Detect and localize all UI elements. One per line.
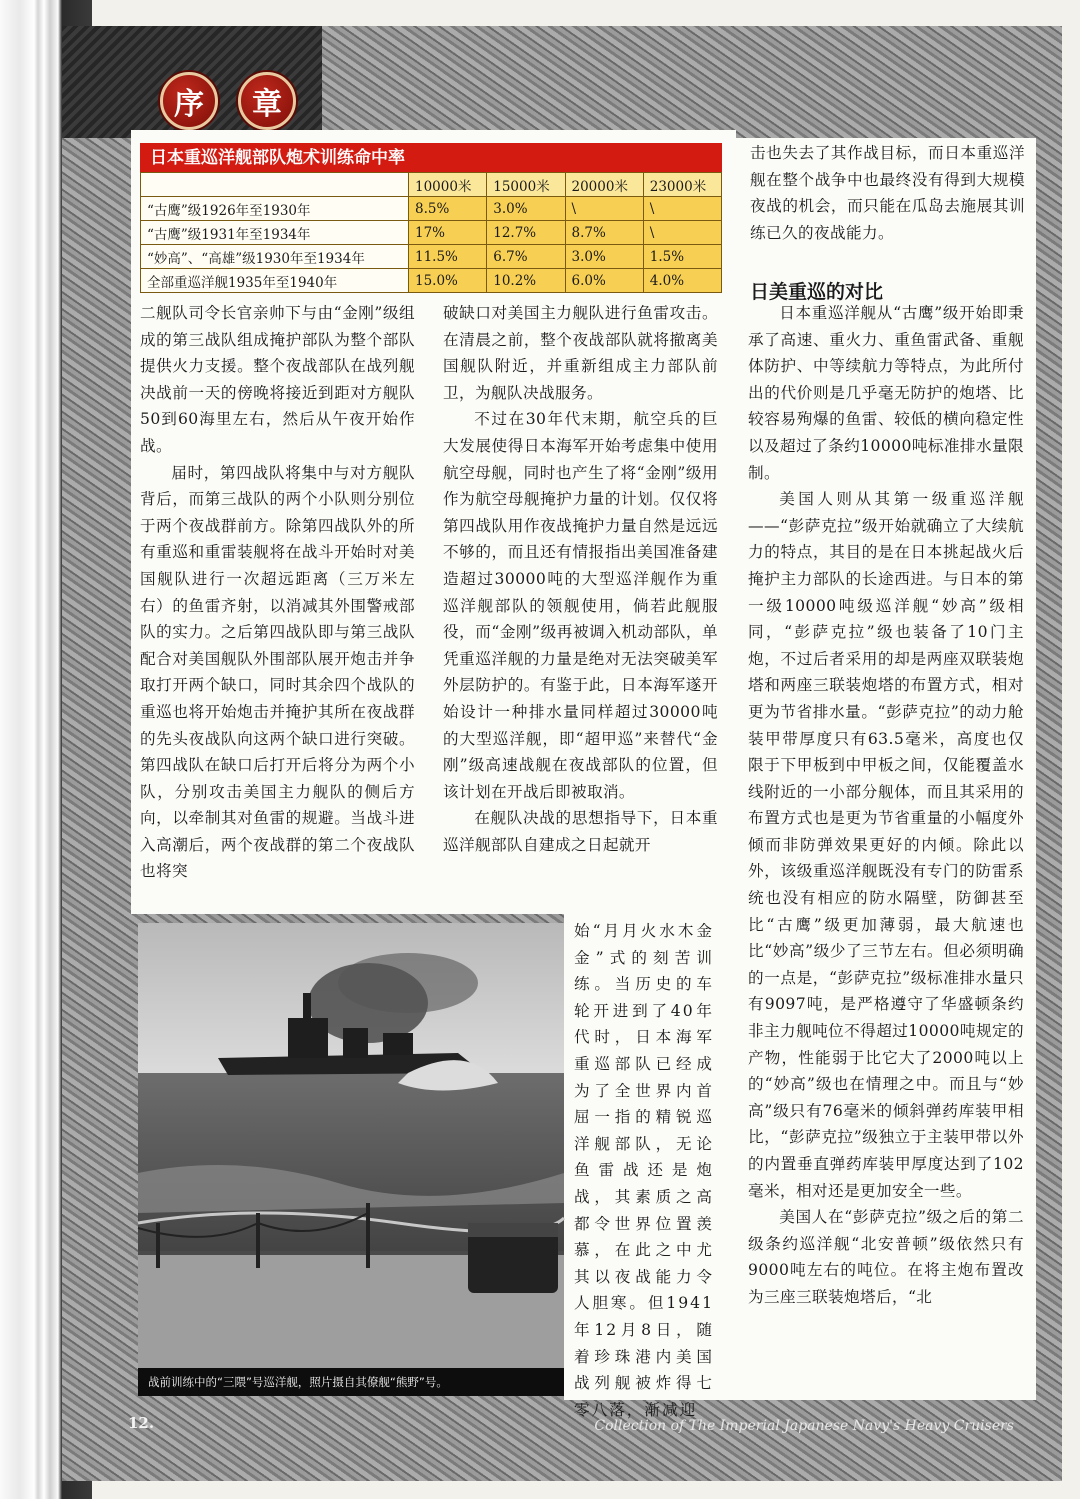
- cell-value: 11.5%: [409, 245, 487, 269]
- paragraph: 届时，第四战队将集中与对方舰队背后，而第三战队的两个小队则分别位于两个夜战群前方。除第四战队外的所有重巡和重雷装舰将在战斗开始时对美国舰队进行一次超远距离（三万米左右）的鱼雷齐射，以消减其外围警戒部队的实力。之后第四战队即与第三战队配合对美国舰队外围部队展开炮击并争取打开两个缺口，同时其余四个战队的重巡也将开始炮击并掩护其所在夜战群的先头夜战队向这两个缺口进行突破。第四战队在缺口后打开后将分为两个小队，分别攻击美国主力舰队的侧后方向，以牵制其对鱼雷的规避。当战斗进入高潮后，两个夜战群的第二个夜战队也将突: [140, 463, 415, 881]
- cell-value: 10.2%: [487, 269, 565, 293]
- text-column-2b: [574, 918, 714, 1419]
- cell-value: 17%: [409, 221, 487, 245]
- ship-photo-illustration: [138, 923, 564, 1396]
- table-row: [141, 269, 722, 293]
- paragraph: 二舰队司令长官亲帅下与由“金刚”级组成的第三战队组成掩护部队为整个部队提供火力支援。整个夜战部队在战列舰决战前一天的傍晚将接近到距对方舰队50到60海里左右，然后从午夜开始作战。: [140, 304, 415, 455]
- paragraph: 美国人则从其第一级重巡洋舰——“彭萨克拉”级开始就确立了大续航力的特点，其目的是在日本挑起战火后掩护主力部队的长途西进。与日本的第一级10000吨级巡洋舰“妙高”级相同，“彭萨克拉”级也装备了10门主炮，不过后者采用的却是两座双联装炮塔和两座三联装炮塔的布置方式，相对更为节省排水量。“彭萨克拉”的动力舱装甲带厚度只有63.5毫米，高度也仅限于下甲板到中甲板之间，仅能覆盖水线附近的一小部分舰体，而且其采用的布置方式也是更为节省重量的小幅度外倾而非防弹效果更好的内倾。除此以外，该级重巡洋舰既没有专门的防雷系统也没有相应的防水隔壁，防御甚至比“古鹰”级更加薄弱，最大航速也比“妙高”级少了三节左右。但必须明确的一点是，“彭萨克拉”级标准排水量只有9097吨，是严格遵守了华盛顿条约非主力舰吨位不得超过10000吨规定的产物，性能弱于比它大了2000吨以上的“妙高”级也在情理之中。而且与“妙高”级只有76毫米的倾斜弹药库装甲相比，“彭萨克拉”级独立于主装甲带以外的内置垂直弹药库装甲厚度达到了102毫米，相对还是更加安全一些。: [748, 490, 1024, 1200]
- text-column-1: [140, 300, 415, 920]
- photo-caption: 战前训练中的“三隈”号巡洋舰，照片摄自其僚舰“熊野”号。: [138, 1368, 564, 1396]
- text-column-3: [748, 300, 1024, 1400]
- table-header-23000: 23000米: [643, 173, 721, 197]
- table-header-15000: 15000米: [487, 173, 565, 197]
- paragraph: 日本重巡洋舰从“古鹰”级开始即秉承了高速、重火力、重鱼雷武备、重舰体防护、中等续航力等特点，为此所付出的代价则是几乎毫无防护的炮塔、比较容易殉爆的鱼雷、较低的横向稳定性以及超过了条约10000吨标准排水量限制。: [748, 304, 1024, 482]
- row-label: “古鹰”级1926年至1930年: [141, 197, 409, 221]
- table-header-blank: [141, 173, 409, 197]
- cell-value: 3.0%: [565, 245, 643, 269]
- paragraph: 击也失去了其作战目标，而日本重巡洋舰在整个战争中也最终没有得到大规模夜战的机会，而只能在瓜岛去施展其训练已久的夜战能力。: [750, 144, 1025, 242]
- cell-value: 12.7%: [487, 221, 565, 245]
- row-label: 全部重巡洋舰1935年至1940年: [141, 269, 409, 293]
- footer-book-title: Collection of The Imperial Japanese Navy's Heavy Cruisers: [594, 1418, 1014, 1434]
- cell-value: \: [643, 221, 721, 245]
- section-heading: 日美重巡的对比: [750, 281, 884, 303]
- paragraph: 始“月月火水木金金”式的刻苦训练。当历史的车轮开进到了40年代时，日本海军重巡部队已经成为了全世界内首屈一指的精锐巡洋舰部队，无论鱼雷战还是炮战，其素质之高都令世界位置羡慕，在此之中尤其以夜战能力令人胆寒。但1941年12月8日，随着珍珠港内美国战列舰被炸得七零八落，渐减迎: [574, 922, 714, 1419]
- table-header-20000: 20000米: [565, 173, 643, 197]
- hit-rate-table: [140, 172, 722, 293]
- ship-photo: [138, 923, 564, 1396]
- table-title: 日本重巡洋舰部队炮术训练命中率: [140, 143, 722, 173]
- chapter-badge-2: 章: [238, 72, 296, 130]
- cell-value: 6.0%: [565, 269, 643, 293]
- cell-value: 4.0%: [643, 269, 721, 293]
- cell-value: 15.0%: [409, 269, 487, 293]
- cell-value: \: [565, 197, 643, 221]
- page-number: 12.: [128, 1414, 155, 1432]
- paragraph: 美国人在“彭萨克拉”级之后的第二级条约巡洋舰“北安普顿”级依然只有9000吨左右的吨位。在将主炮布置改为三座三联装炮塔后，“北: [748, 1208, 1024, 1306]
- table-header-row: [141, 173, 722, 197]
- cell-value: 1.5%: [643, 245, 721, 269]
- text-column-3-top: [750, 140, 1025, 252]
- table-row: [141, 221, 722, 245]
- table-header-10000: 10000米: [409, 173, 487, 197]
- row-label: “妙高”、“高雄”级1930年至1934年: [141, 245, 409, 269]
- cell-value: 3.0%: [487, 197, 565, 221]
- text-column-2: [443, 300, 718, 920]
- paragraph: 不过在30年代末期，航空兵的巨大发展使得日本海军开始考虑集中使用航空母舰，同时也产生了将“金刚”级用作为航空母舰掩护力量的计划。仅仅将第四战队用作夜战掩护力量自然是远远不够的，而且还有情报指出美国准备建造超过30000吨的大型巡洋舰作为重巡洋舰部队的领舰使用，倘若此舰服役，而“金刚”级再被调入机动部队，单凭重巡洋舰的力量是绝对无法突破美军外层防护的。有鉴于此，日本海军遂开始设计一种排水量同样超过30000吨的大型巡洋舰，即“超甲巡”来替代“金刚”级高速战舰在夜战部队的位置，但该计划在开战后即被取消。: [443, 410, 718, 801]
- paragraph: 在舰队决战的思想指导下，日本重巡洋舰部队自建成之日起就开: [443, 809, 718, 854]
- chapter-badge-1: 序: [160, 72, 218, 130]
- cell-value: 8.5%: [409, 197, 487, 221]
- cell-value: \: [643, 197, 721, 221]
- paragraph: 破缺口对美国主力舰队进行鱼雷攻击。在清晨之前，整个夜战部队就将撤离美国舰队附近，并重新组成主力部队前卫，为舰队决战服务。: [443, 304, 718, 402]
- table-row: [141, 197, 722, 221]
- cell-value: 8.7%: [565, 221, 643, 245]
- table-row: [141, 245, 722, 269]
- cell-value: 6.7%: [487, 245, 565, 269]
- row-label: “古鹰”级1931年至1934年: [141, 221, 409, 245]
